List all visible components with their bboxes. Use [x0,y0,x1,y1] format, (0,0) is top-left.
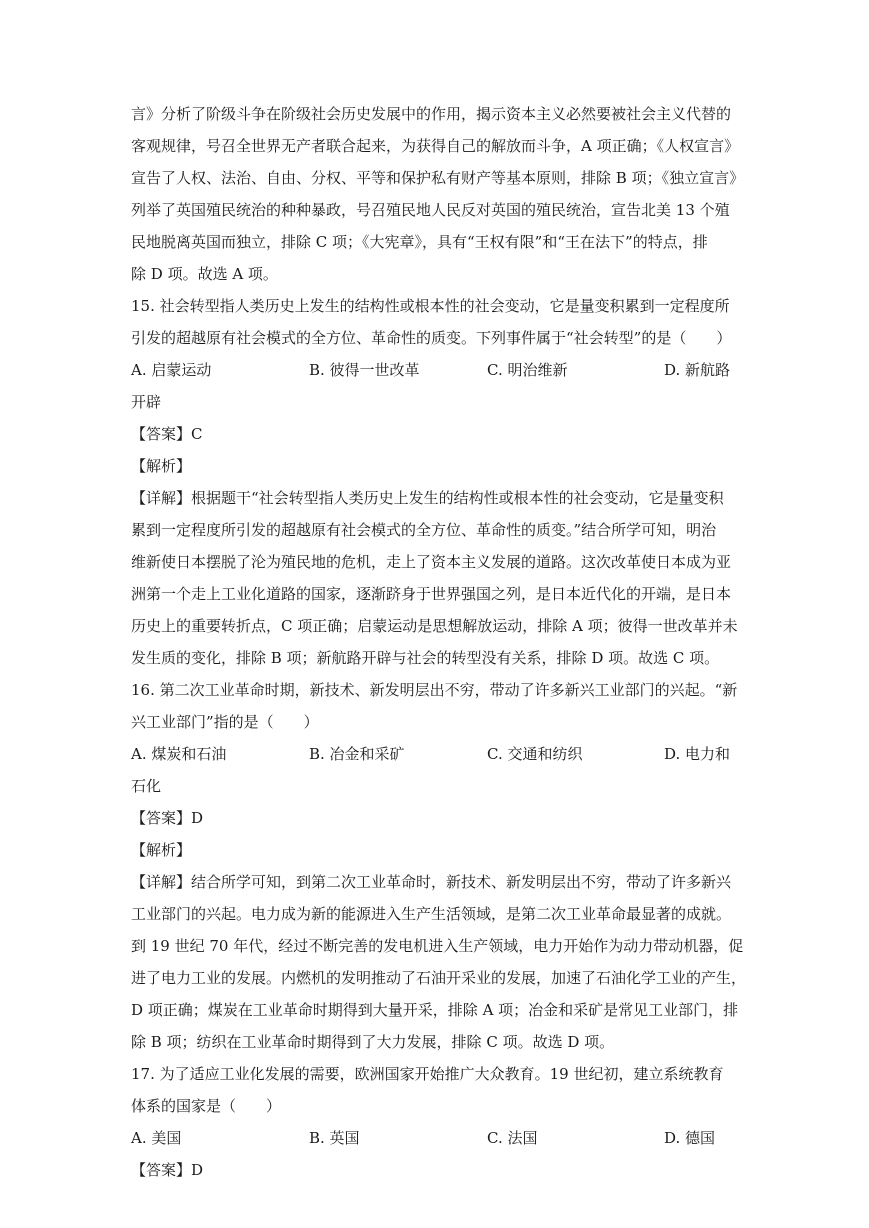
text-line: 言》分析了阶级斗争在阶级社会历史发展中的作用，揭示资本主义必然要被社会主义代替的 [131,105,732,123]
q16-analysis-heading: 【解析】 [131,841,192,859]
q16-option-c: C. 交通和纺织 [487,745,583,763]
q16-detail-line: 进了电力工业的发展。内燃机的发明推动了石油开采业的发展，加速了石油化学工业的产生， [131,969,747,987]
q15-option-b: B. 彼得一世改革 [309,361,420,379]
q15-option-c: C. 明治维新 [487,361,568,379]
q16-option-b: B. 冶金和采矿 [309,745,405,763]
question-17-stem: 体系的国家是（ ） [131,1097,282,1115]
question-16-stem: 兴工业部门”指的是（ ） [131,713,319,731]
text-line: 宣告了人权、法治、自由、分权、平等和保护私有财产等基本原则，排除 B 项；《独立宣言》 [131,169,745,187]
q17-answer: 【答案】D [131,1161,204,1179]
q15-option-a: A. 启蒙运动 [131,361,212,379]
q15-detail-line: 累到一定程度所引发的超越原有社会模式的全方位、革命性的质变。”结合所学可知，明治 [131,521,717,539]
q16-detail-line: 工业部门的兴起。电力成为新的能源进入生产生活领域，是第二次工业革命最显著的成就。 [131,905,732,923]
q16-detail-line: 【详解】结合所学可知，到第二次工业革命时，新技术、新发明层出不穷，带动了许多新兴 [131,873,732,891]
question-17-stem: 17. 为了适应工业化发展的需要，欧洲国家开始推广大众教育。19 世纪初，建立系统教育 [131,1065,724,1083]
q16-option-d-wrap: 石化 [131,777,162,795]
text-line: 客观规律，号召全世界无产者联合起来，为获得自己的解放而斗争，A 项正确；《人权宣言》 [131,137,740,155]
q16-option-d: D. 电力和 [664,745,731,763]
text-line: 列举了英国殖民统治的种种暴政，号召殖民地人民反对英国的殖民统治，宣告北美 13 个殖 [131,201,730,219]
q15-detail-line: 历史上的重要转折点，C 项正确；启蒙运动是思想解放运动，排除 A 项；彼得一世改革并未 [131,617,738,635]
q17-option-b: B. 英国 [309,1129,360,1147]
q16-answer: 【答案】D [131,809,204,827]
q16-detail-line: 除 B 项；纺织在工业革命时期得到了大力发展，排除 C 项。故选 D 项。 [131,1033,615,1051]
q17-option-d: D. 德国 [664,1129,716,1147]
text-line: 民地脱离英国而独立，排除 C 项；《大宪章》，具有“王权有限”和“王在法下”的特点，排 [131,233,708,251]
text-line: 除 D 项。故选 A 项。 [131,265,278,283]
q15-detail-line: 发生质的变化，排除 B 项；新航路开辟与社会的转型没有关系，排除 D 项。故选 C 项。 [131,649,720,667]
q15-detail-line: 洲第一个走上工业化道路的国家，逐渐跻身于世界强国之列，是日本近代化的开端，是日本 [131,585,732,603]
q15-answer: 【答案】C [131,425,203,443]
question-15-stem: 15. 社会转型指人类历史上发生的结构性或根本性的社会变动，它是量变积累到一定程度所 [131,297,730,315]
q15-detail-line: 维新使日本摆脱了沦为殖民地的危机，走上了资本主义发展的道路。这次改革使日本成为亚 [131,553,732,571]
question-15-stem: 引发的超越原有社会模式的全方位、革命性的质变。下列事件属于“社会转型”的是（ ） [131,329,732,347]
question-16-stem: 16. 第二次工业革命时期，新技术、新发明层出不穷，带动了许多新兴工业部门的兴起。“新 [131,681,738,699]
q16-detail-line: D 项正确；煤炭在工业革命时期得到大量开采，排除 A 项；冶金和采矿是常见工业部门，排 [131,1001,739,1019]
q15-analysis-heading: 【解析】 [131,457,192,475]
q16-detail-line: 到 19 世纪 70 年代，经过不断完善的发电机进入生产领域，电力开始作为动力带动机器，促 [131,937,744,955]
q17-option-a: A. 美国 [131,1129,182,1147]
q15-option-d-wrap: 开辟 [131,393,162,411]
q15-detail-line: 【详解】根据题干“社会转型指人类历史上发生的结构性或根本性的社会变动，它是量变积 [131,489,724,507]
q17-option-c: C. 法国 [487,1129,538,1147]
q15-option-d: D. 新航路 [664,361,731,379]
q16-option-a: A. 煤炭和石油 [131,745,227,763]
